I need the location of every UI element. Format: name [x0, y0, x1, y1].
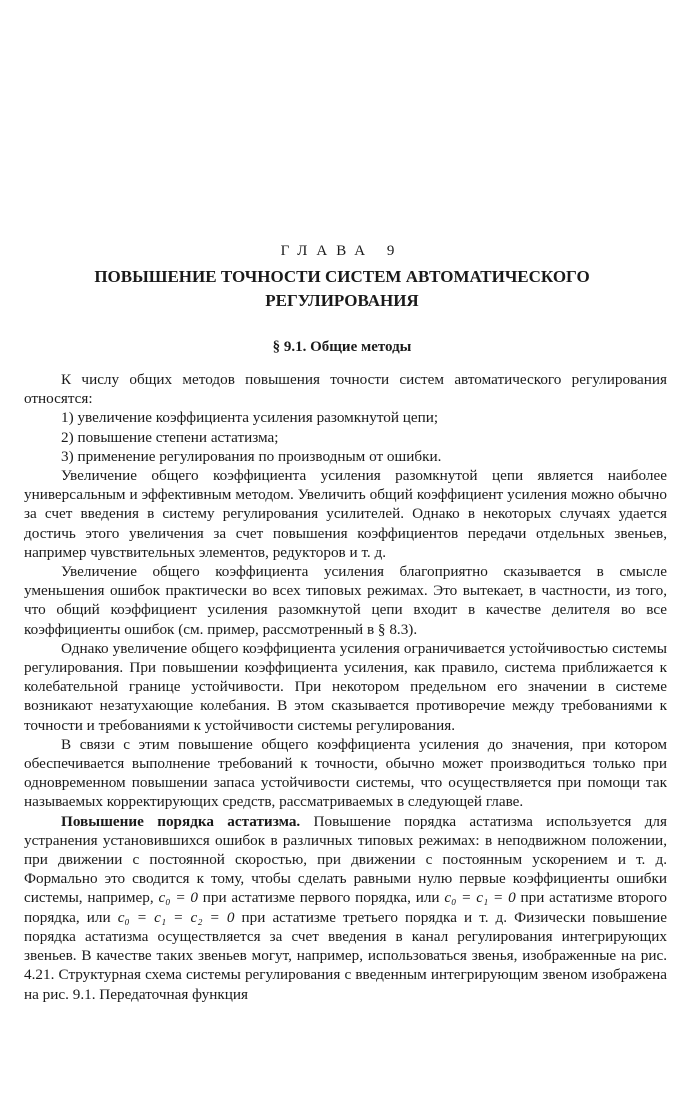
text-run: при астатизме третьего порядка и т. д. Физически повышение порядка астатизма осуществляется за счет введения в канал регулирования интегрирующих звеньев. В качестве таких звеньев могут, например, использоваться звенья, изображенные на рис. 4.21. Структурная схема системы регулирования с введенным интегрирующим звеном изображена на рис. 9.1. Передаточная функция	[24, 908, 667, 1003]
run-in-heading: Повышение порядка астатизма.	[61, 812, 301, 830]
paragraph: К числу общих методов повышения точности систем автоматического регулирования относятся:	[24, 371, 667, 408]
list-item: 2) повышение степени астатизма;	[61, 428, 279, 446]
paragraph: Однако увеличение общего коэффициента усиления ограничивается устойчивостью системы регулирования. При повышении коэффициента усиления, как правило, система приближается к колебательной границе устойчивости. При некотором предельном его значении в системе возникают незатухающие колебания. В этом сказывается противоречие между требованиями к точности и требованиями к устойчивости системы регулирования.	[24, 639, 667, 734]
formula: c₀ = c₁ = c₂ = 0	[117, 908, 235, 926]
list-item: 3) применение регулирования по производным от ошибки.	[61, 447, 442, 465]
body-text	[24, 370, 667, 1004]
text-run: при астатизме второго порядка, или	[24, 889, 667, 926]
text-run: при астатизме первого порядка, или	[197, 889, 445, 907]
text-run: Повышение порядка астатизма используется для устранения установившихся ошибок в различных типовых режимах: в неподвижном положении, при движении с постоянной скоростью, при движении с постоянным ускорением и т. д. Формально это сводится к тому, чтобы сделать равными нулю первые коэффициенты ошибки системы, например,	[24, 812, 668, 907]
formula: c₀ = 0	[158, 889, 198, 907]
formula: c₀ = c₁ = 0	[444, 889, 516, 907]
chapter-title: ПОВЫШЕНИЕ ТОЧНОСТИ СИСТЕМ АВТОМАТИЧЕСКОГО РЕГУЛИРОВАНИЯ	[94, 267, 590, 310]
paragraph: Увеличение общего коэффициента усиления благоприятно сказывается в смысле уменьшения ошибок практически во всех типовых режимах. Это вытекает, в частности, из того, что общий коэффициент усиления разомкнутой цепи входит в качестве делителя во все коэффициенты ошибок (см. пример, рассмотренный в § 8.3).	[24, 563, 667, 638]
section-title: § 9.1. Общие методы	[272, 339, 412, 355]
chapter-label: ГЛАВА 9	[280, 243, 404, 259]
paragraph: В связи с этим повышение общего коэффициента усиления до значения, при котором обеспечивается выполнение требований к точности, обычно может производиться только при одновременном повышении запаса устойчивости системы, что осуществляется при помощи так называемых корректирующих средств, рассматриваемых в следующей главе.	[24, 735, 667, 811]
paragraph: Увеличение общего коэффициента усиления разомкнутой цепи является наиболее универсальным и эффективным методом. Увеличить общий коэффициент усиления можно обычно за счет введения в систему регулирования усилителей. Однако в некоторых случаях удается достичь этого увеличения за счет повышения коэффициентов передачи отдельных звеньев, например чувствительных элементов, редукторов и т. д.	[24, 467, 667, 561]
list-item: 1) увеличение коэффициента усиления разомкнутой цепи;	[61, 409, 439, 427]
paragraph	[24, 812, 667, 1004]
